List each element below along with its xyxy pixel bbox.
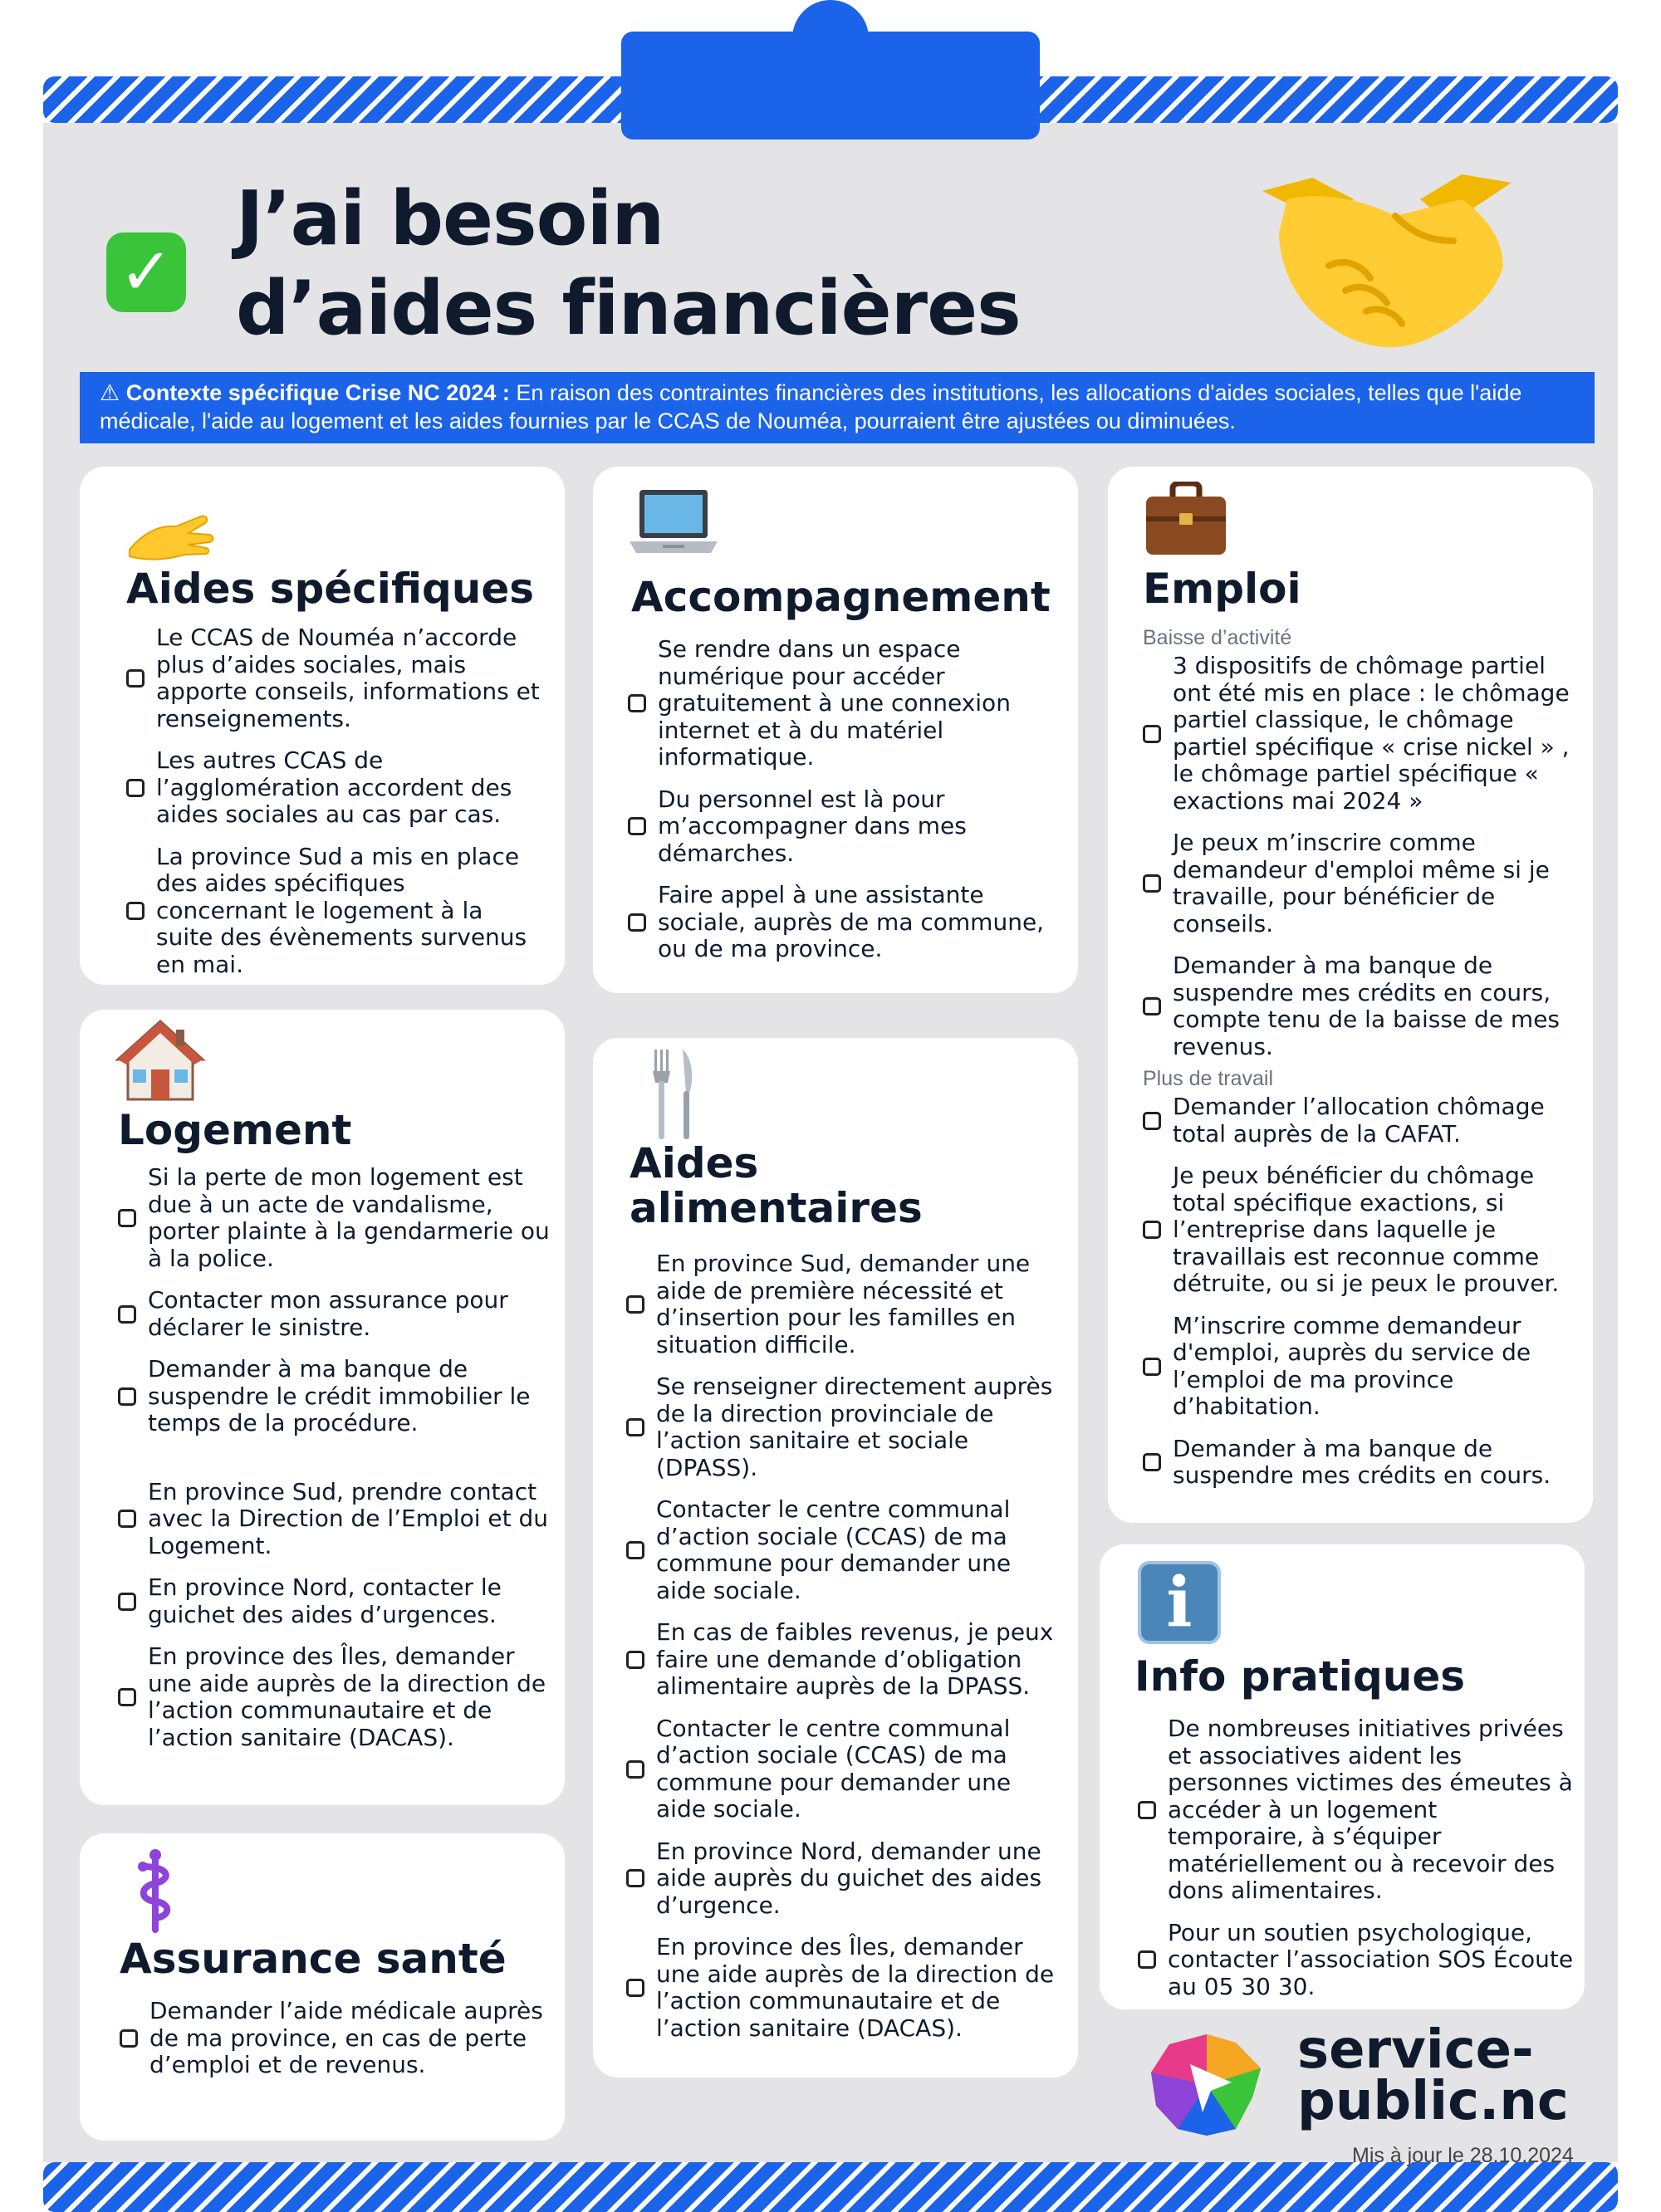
- checklist-item[interactable]: [626, 1373, 1066, 1481]
- logo-line1: service-: [1297, 2019, 1534, 2081]
- card-aides-specifiques: [80, 467, 565, 985]
- item-text: En cas de faibles revenus, je peux faire une demande d’obligation alimentaire auprès de la DPASS.: [656, 1618, 1054, 1700]
- card-title: [630, 1141, 1061, 1231]
- checklist-item[interactable]: [1143, 1436, 1583, 1490]
- checkbox[interactable]: [626, 1541, 644, 1559]
- checklist-item[interactable]: [1138, 1715, 1578, 1905]
- checklist-item[interactable]: [118, 1287, 550, 1341]
- checkbox[interactable]: [628, 913, 646, 932]
- fork-knife-icon: [643, 1046, 701, 1143]
- banner-text: En raison des contraintes financières des institutions, les allocations d'aides sociales, telles que l'aide médicale, l'aide au logement et les aides fournies par le CCAS de Nouméa, pourraient être ajustées ou diminuées.: [100, 380, 1522, 433]
- item-text: En province Sud, demander une aide de première nécessité et d’insertion pour les familles en situation difficile.: [656, 1250, 1031, 1358]
- checkbox[interactable]: [118, 1209, 136, 1227]
- card-title-line2: alimentaires: [630, 1184, 923, 1232]
- item-text: Pour un soutien psychologique, contacter l’association SOS Écoute au 05 30 30.: [1168, 1918, 1574, 2000]
- checkbox[interactable]: [626, 1418, 644, 1436]
- item-text: Du personnel est là pour m’accompagner dans mes démarches.: [658, 785, 967, 867]
- checkbox[interactable]: [1138, 1950, 1156, 1969]
- card-accompagnement: [593, 467, 1078, 993]
- checkbox[interactable]: [118, 1387, 136, 1406]
- item-text: Demander l’aide médicale auprès de ma province, en cas de perte d’emploi et de revenus.: [149, 1997, 543, 2078]
- checklist-item[interactable]: [118, 1574, 550, 1628]
- checkbox[interactable]: [1143, 1221, 1161, 1239]
- checklist-item[interactable]: [118, 1356, 550, 1437]
- checkbox[interactable]: [126, 902, 145, 920]
- item-text: De nombreuses initiatives privées et associatives aident les personnes victimes des émeutes à accéder à un logement temporaire, à s’équiper matériellement ou à recevoir des dons alimentaires.: [1168, 1715, 1573, 1904]
- checkbox[interactable]: [1143, 1453, 1161, 1471]
- page-title-line2: d’aides financières: [236, 265, 1021, 352]
- checkbox[interactable]: [126, 779, 145, 797]
- checkbox[interactable]: [1143, 874, 1161, 893]
- checkbox[interactable]: [1143, 1358, 1161, 1376]
- subhead-plus-de-travail: Plus de travail: [1143, 1067, 1274, 1090]
- checkbox[interactable]: [1143, 997, 1161, 1015]
- card-title: Logement: [118, 1106, 352, 1154]
- checklist-item[interactable]: [1143, 830, 1583, 937]
- checkbox[interactable]: [628, 817, 646, 835]
- checklist-item[interactable]: [120, 1998, 551, 2079]
- checkbox[interactable]: [626, 1295, 644, 1314]
- checklist-item[interactable]: [626, 1496, 1066, 1604]
- card-assurance-sante: [80, 1833, 565, 2141]
- card-title: Assurance santé: [120, 1935, 507, 1983]
- checkbox[interactable]: [118, 1305, 136, 1324]
- item-text: Contacter le centre communal d’action sociale (CCAS) de ma commune pour demander une aide sociale.: [656, 1714, 1012, 1823]
- checkbox[interactable]: [118, 1688, 136, 1706]
- checklist-item[interactable]: [1138, 1920, 1578, 2001]
- medical-symbol-icon: [126, 1848, 184, 1936]
- crisis-banner: [80, 372, 1595, 443]
- laptop-icon: [628, 487, 719, 558]
- clipboard-clip: [621, 32, 1040, 139]
- card-title: Aides spécifiques: [126, 565, 535, 613]
- checklist-item[interactable]: [628, 882, 1060, 963]
- checklist-item[interactable]: [1143, 653, 1583, 815]
- briefcase-icon: [1143, 482, 1229, 558]
- checklist-item[interactable]: [1143, 952, 1583, 1060]
- checklist-item[interactable]: [126, 624, 541, 732]
- card-logement: [80, 1010, 565, 1805]
- checkbox[interactable]: [626, 1869, 644, 1887]
- logo-line2: public.nc: [1297, 2071, 1569, 2132]
- card-title-line1: Aides: [630, 1139, 759, 1187]
- checklist-item[interactable]: [626, 1619, 1066, 1701]
- checklist-item[interactable]: [118, 1643, 550, 1751]
- information-icon: i: [1138, 1561, 1221, 1644]
- card-info-pratiques: [1100, 1544, 1585, 2009]
- item-text: En province Nord, contacter le guichet des aides d’urgences.: [148, 1573, 502, 1628]
- item-text: Si la perte de mon logement est due à un acte de vandalisme, porter plainte à la gendarmerie ou à la police.: [148, 1163, 550, 1272]
- checklist-item[interactable]: [626, 1934, 1066, 2042]
- checklist-item[interactable]: [126, 747, 541, 829]
- item-text: Le CCAS de Nouméa n’accorde plus d’aides sociales, mais apporte conseils, informations et renseignements.: [156, 624, 540, 732]
- item-text: En province des Îles, demander une aide auprès de la direction de l’action communautaire et de l’action sanitaire (DACAS).: [148, 1642, 546, 1751]
- checklist-item[interactable]: [118, 1164, 550, 1272]
- item-text: Demander à ma banque de suspendre le crédit immobilier le temps de la procédure.: [148, 1355, 531, 1436]
- checklist-item[interactable]: [626, 1715, 1066, 1823]
- item-text: Les autres CCAS de l’agglomération accordent des aides sociales au cas par cas.: [156, 746, 512, 828]
- checkbox[interactable]: [1143, 1112, 1161, 1130]
- subhead-baisse-activite: Baisse d’activité: [1143, 626, 1292, 649]
- page-title-line1: J’ai besoin: [236, 175, 664, 262]
- item-text: Je peux bénéficier du chômage total spécifique exactions, si l’entreprise dans laquelle je travaillais est reconnue comme détruite, ou si je peux le prouver.: [1173, 1162, 1560, 1297]
- checkbox[interactable]: [626, 1760, 644, 1779]
- checkbox[interactable]: [626, 1651, 644, 1669]
- item-text: Contacter le centre communal d’action sociale (CCAS) de ma commune pour demander une aide sociale.: [656, 1495, 1012, 1604]
- checklist-item[interactable]: [126, 844, 541, 979]
- open-hand-icon: [126, 508, 218, 566]
- item-text: Demander à ma banque de suspendre mes crédits en cours.: [1173, 1434, 1551, 1489]
- check-mark-icon: ✓: [106, 232, 186, 312]
- item-text: M’inscrire comme demandeur d'emploi, auprès du service de l’emploi de ma province d’habitation.: [1173, 1311, 1531, 1420]
- card-emploi: [1108, 467, 1593, 1523]
- checklist-item[interactable]: [1143, 1313, 1583, 1421]
- service-public-logo-text[interactable]: [1297, 2019, 1613, 2132]
- item-text: En province des Îles, demander une aide auprès de la direction de l’action communautaire et de l’action sanitaire (DACAS).: [656, 1933, 1055, 2042]
- checklist-item[interactable]: [626, 1250, 1066, 1358]
- house-icon: [115, 1018, 206, 1104]
- checkbox[interactable]: [118, 1510, 136, 1528]
- checkbox[interactable]: [1138, 1801, 1156, 1819]
- item-text: Se renseigner directement auprès de la direction provinciale de l’action sanitaire et sociale (DPASS).: [656, 1373, 1053, 1481]
- checkbox[interactable]: [1143, 725, 1161, 743]
- item-text: En province Nord, demander une aide auprès du guichet des aides d’urgence.: [656, 1837, 1042, 1919]
- item-text: 3 dispositifs de chômage partiel ont été mis en place : le chômage partiel classique, le chômage partiel spécifique « crise nickel » , le chômage partiel spécifique « exactions mai 2024 »: [1173, 652, 1570, 815]
- card-title: Info pratiques: [1134, 1652, 1465, 1701]
- checklist-item[interactable]: [1143, 1162, 1583, 1298]
- card-title: Accompagnement: [631, 573, 1051, 621]
- bottom-hatch-border: [43, 2162, 1618, 2212]
- banner-label: ⚠ Contexte spécifique Crise NC 2024 :: [100, 380, 510, 405]
- item-text: Se rendre dans un espace numérique pour accéder gratuitement à une connexion internet et à du matériel informatique.: [658, 635, 1011, 771]
- card-title: Emploi: [1143, 565, 1301, 613]
- last-updated: Mis à jour le 28.10.2024: [1352, 2144, 1574, 2167]
- checkbox[interactable]: [628, 694, 646, 712]
- checklist-item[interactable]: [1143, 1094, 1583, 1148]
- checkbox[interactable]: [118, 1593, 136, 1611]
- item-text: En province Sud, prendre contact avec la Direction de l’Emploi et du Logement.: [148, 1477, 549, 1559]
- item-text: Je peux m’inscrire comme demandeur d'emploi même si je travaille, pour bénéficier de conseils.: [1173, 829, 1550, 937]
- checklist-item[interactable]: [628, 786, 1060, 868]
- card-aides-alimentaires: [593, 1038, 1078, 2077]
- item-text: La province Sud a mis en place des aides spécifiques concernant le logement à la suite des évènements survenus en mai.: [156, 842, 527, 978]
- checkbox[interactable]: [120, 2029, 138, 2048]
- service-public-logo-icon: [1144, 2031, 1269, 2139]
- item-text: Demander l’allocation chômage total auprès de la CAFAT.: [1173, 1093, 1545, 1148]
- item-text: Demander à ma banque de suspendre mes crédits en cours, compte tenu de la baisse de mes revenus.: [1173, 952, 1561, 1060]
- checkbox[interactable]: [626, 1979, 644, 1997]
- item-text: Faire appel à une assistante sociale, auprès de ma commune, ou de ma province.: [658, 881, 1045, 962]
- checklist-item[interactable]: [628, 636, 1060, 771]
- checklist-item[interactable]: [118, 1479, 550, 1560]
- checklist-item[interactable]: [626, 1838, 1066, 1920]
- item-text: Contacter mon assurance pour déclarer le sinistre.: [148, 1286, 508, 1341]
- checkbox[interactable]: [126, 669, 145, 688]
- page-title: [236, 174, 1149, 354]
- handshake-icon: [1254, 166, 1520, 357]
